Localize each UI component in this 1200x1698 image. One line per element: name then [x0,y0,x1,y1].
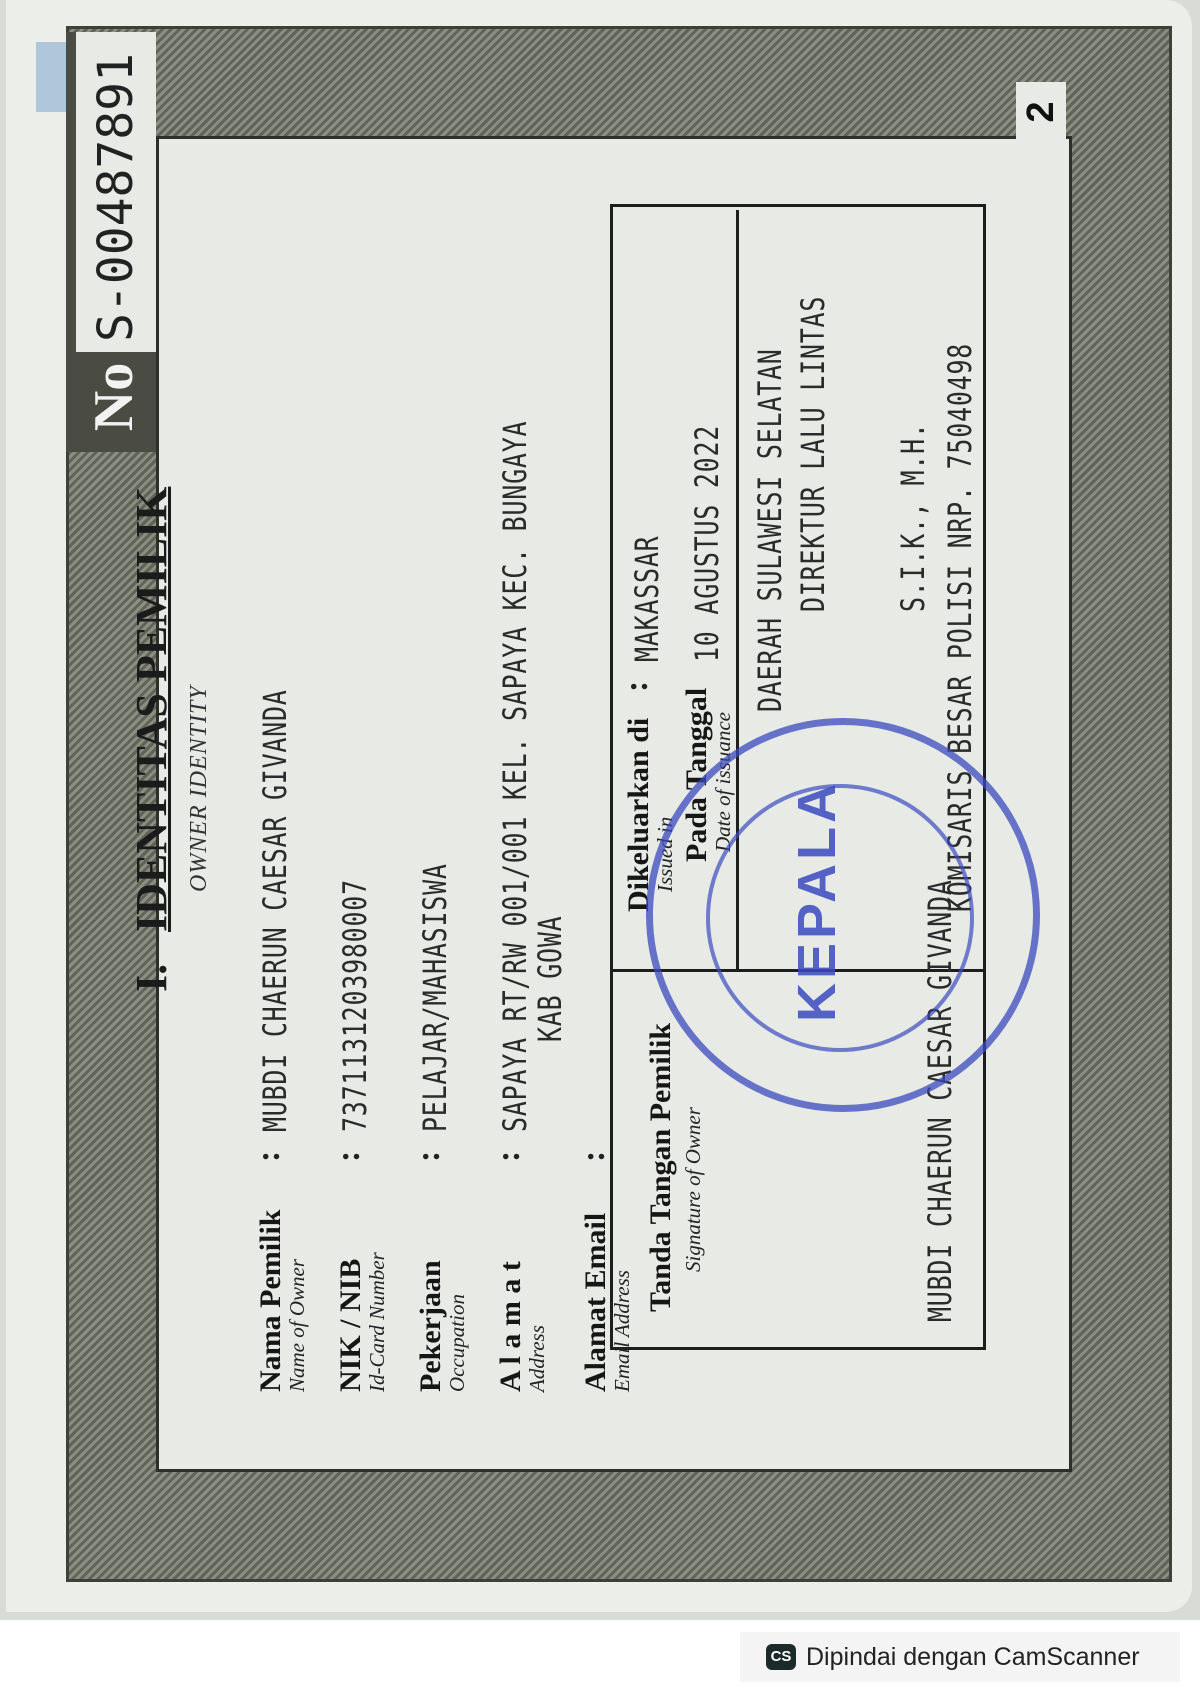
issued-in-value: MAKASSAR [628,535,666,662]
date-label-en: Date of issuance [711,712,735,852]
nik-value: 7371131203980007 [336,879,374,1132]
owner-name-value: MUBDI CHAERUN CAESAR GIVANDA [256,689,294,1132]
page-number: 2 [1016,82,1066,142]
colon: : [250,1150,287,1162]
document-rotated [6,0,1192,1612]
section-number: I. [127,963,176,992]
issued-in-label-en: Issued in [653,816,677,892]
owner-name-label: Nama Pemilik [254,1209,287,1392]
official-title-line2: DIREKTUR LALU LINTAS [794,295,832,612]
address-label-en: Address [525,1325,549,1392]
official-name: S.I.K., M.H. [894,422,932,612]
occupation-value: PELAJAR/MAHASISWA [416,863,454,1132]
owner-signature-label-en: Signature of Owner [681,1107,705,1272]
serial-number: S-00487891 [88,53,144,342]
occupation-label-en: Occupation [445,1294,469,1392]
colon: : [618,680,655,692]
colon: : [575,1150,612,1162]
serial-no-label: No [83,362,145,432]
section-title: IDENTITAS PEMILIK [127,486,176,932]
owner-name-label-en: Name of Owner [285,1259,309,1392]
camscanner-badge [740,1632,1180,1682]
nik-label: NIK / NIB [334,1258,367,1392]
official-title-line: DAERAH SULAWESI SELATAN [751,348,789,712]
occupation-label: Pekerjaan [414,1260,447,1392]
colon: : [330,1150,367,1162]
nik-label-en: Id-Card Number [365,1252,389,1392]
address-value: SAPAYA RT/RW 001/001 KEL. SAPAYA KEC. BUNGAYA [496,420,534,1132]
address-value-line2: KAB GOWA [531,915,569,1042]
colon: : [410,1150,447,1162]
camscanner-text: Dipindai dengan CamScanner [806,1642,1140,1671]
camscanner-icon: CS [766,1644,796,1670]
date-value: 10 AGUSTUS 2022 [688,424,726,662]
email-label: Alamat Email [579,1212,612,1392]
email-label-en: Email Address [610,1270,634,1392]
date-label: Pada Tanggal [680,687,713,862]
issued-in-label: Dikeluarkan di [622,717,655,912]
colon: : [490,1150,527,1162]
official-rank: KOMISARIS BESAR POLISI NRP. 75040498 [941,342,979,912]
owner-signature-label: Tanda Tangan Pemilik [644,1022,677,1312]
section-subtitle: OWNER IDENTITY [186,685,212,892]
address-label: A l a m a t [494,1261,527,1392]
owner-signature-name: MUBDI CHAERUN CAESAR GIVANDA [921,879,959,1322]
stamp-text: KEPALA [787,779,847,1022]
